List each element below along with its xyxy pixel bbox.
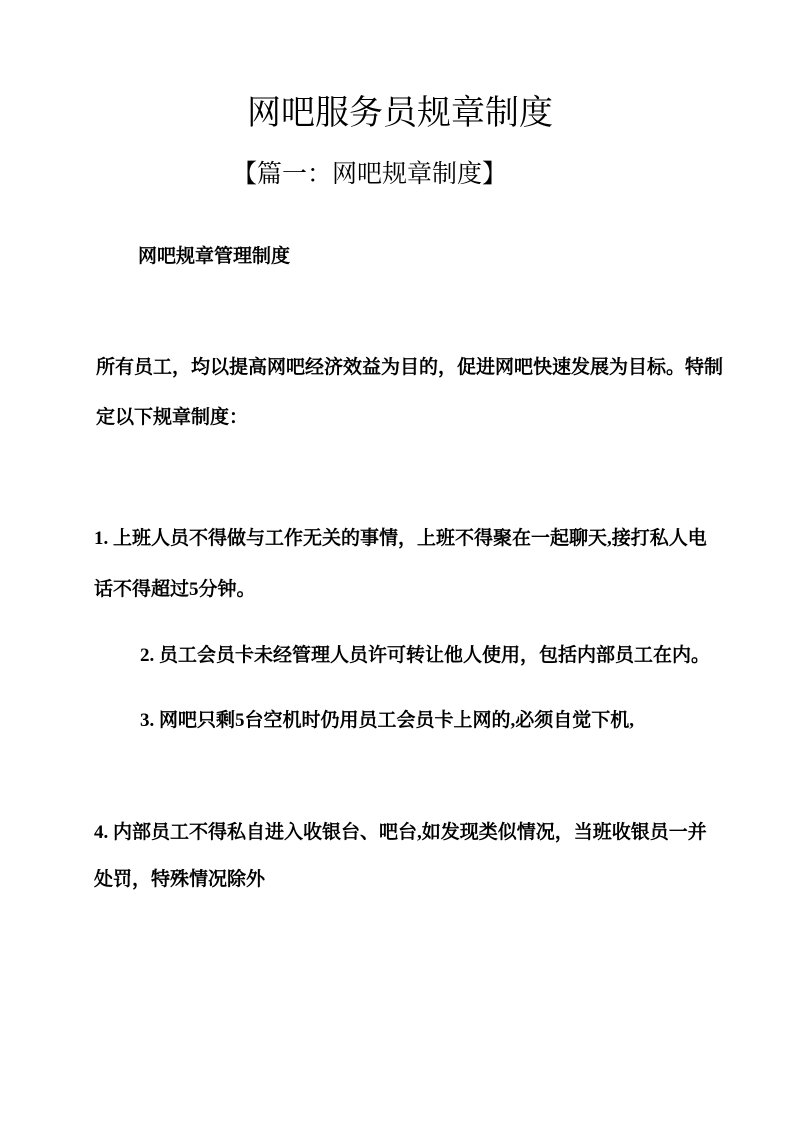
rule-3-line: 3. 网吧只剩5台空机时仍用员工会员卡上网的,必须自觉下机,: [140, 710, 635, 731]
rule-1-line-2: 话不得超过5分钟。: [94, 579, 256, 600]
intro-paragraph-line-1: 所有员工，均以提高网吧经济效益为目的，促进网吧快速发展为目标。特制: [96, 357, 724, 378]
intro-paragraph-line-2: 定以下规章制度：: [96, 407, 249, 428]
document-title: 网吧服务员规章制度: [247, 95, 553, 132]
document-subtitle: 【篇一：网吧规章制度】: [232, 161, 508, 188]
section-heading: 网吧规章管理制度: [138, 246, 291, 267]
rule-4-line-2: 处罚，特殊情况除外: [94, 869, 266, 890]
rule-2-line: 2. 员工会员卡未经管理人员许可转让他人使用，包括内部员工在内。: [140, 645, 711, 666]
rule-4-line-1: 4. 内部员工不得私自进入收银台、吧台,如发现类似情况，当班收银员一并: [94, 822, 707, 843]
rule-1-line-1: 1. 上班人员不得做与工作无关的事情，上班不得聚在一起聊天,接打私人电: [94, 528, 707, 549]
